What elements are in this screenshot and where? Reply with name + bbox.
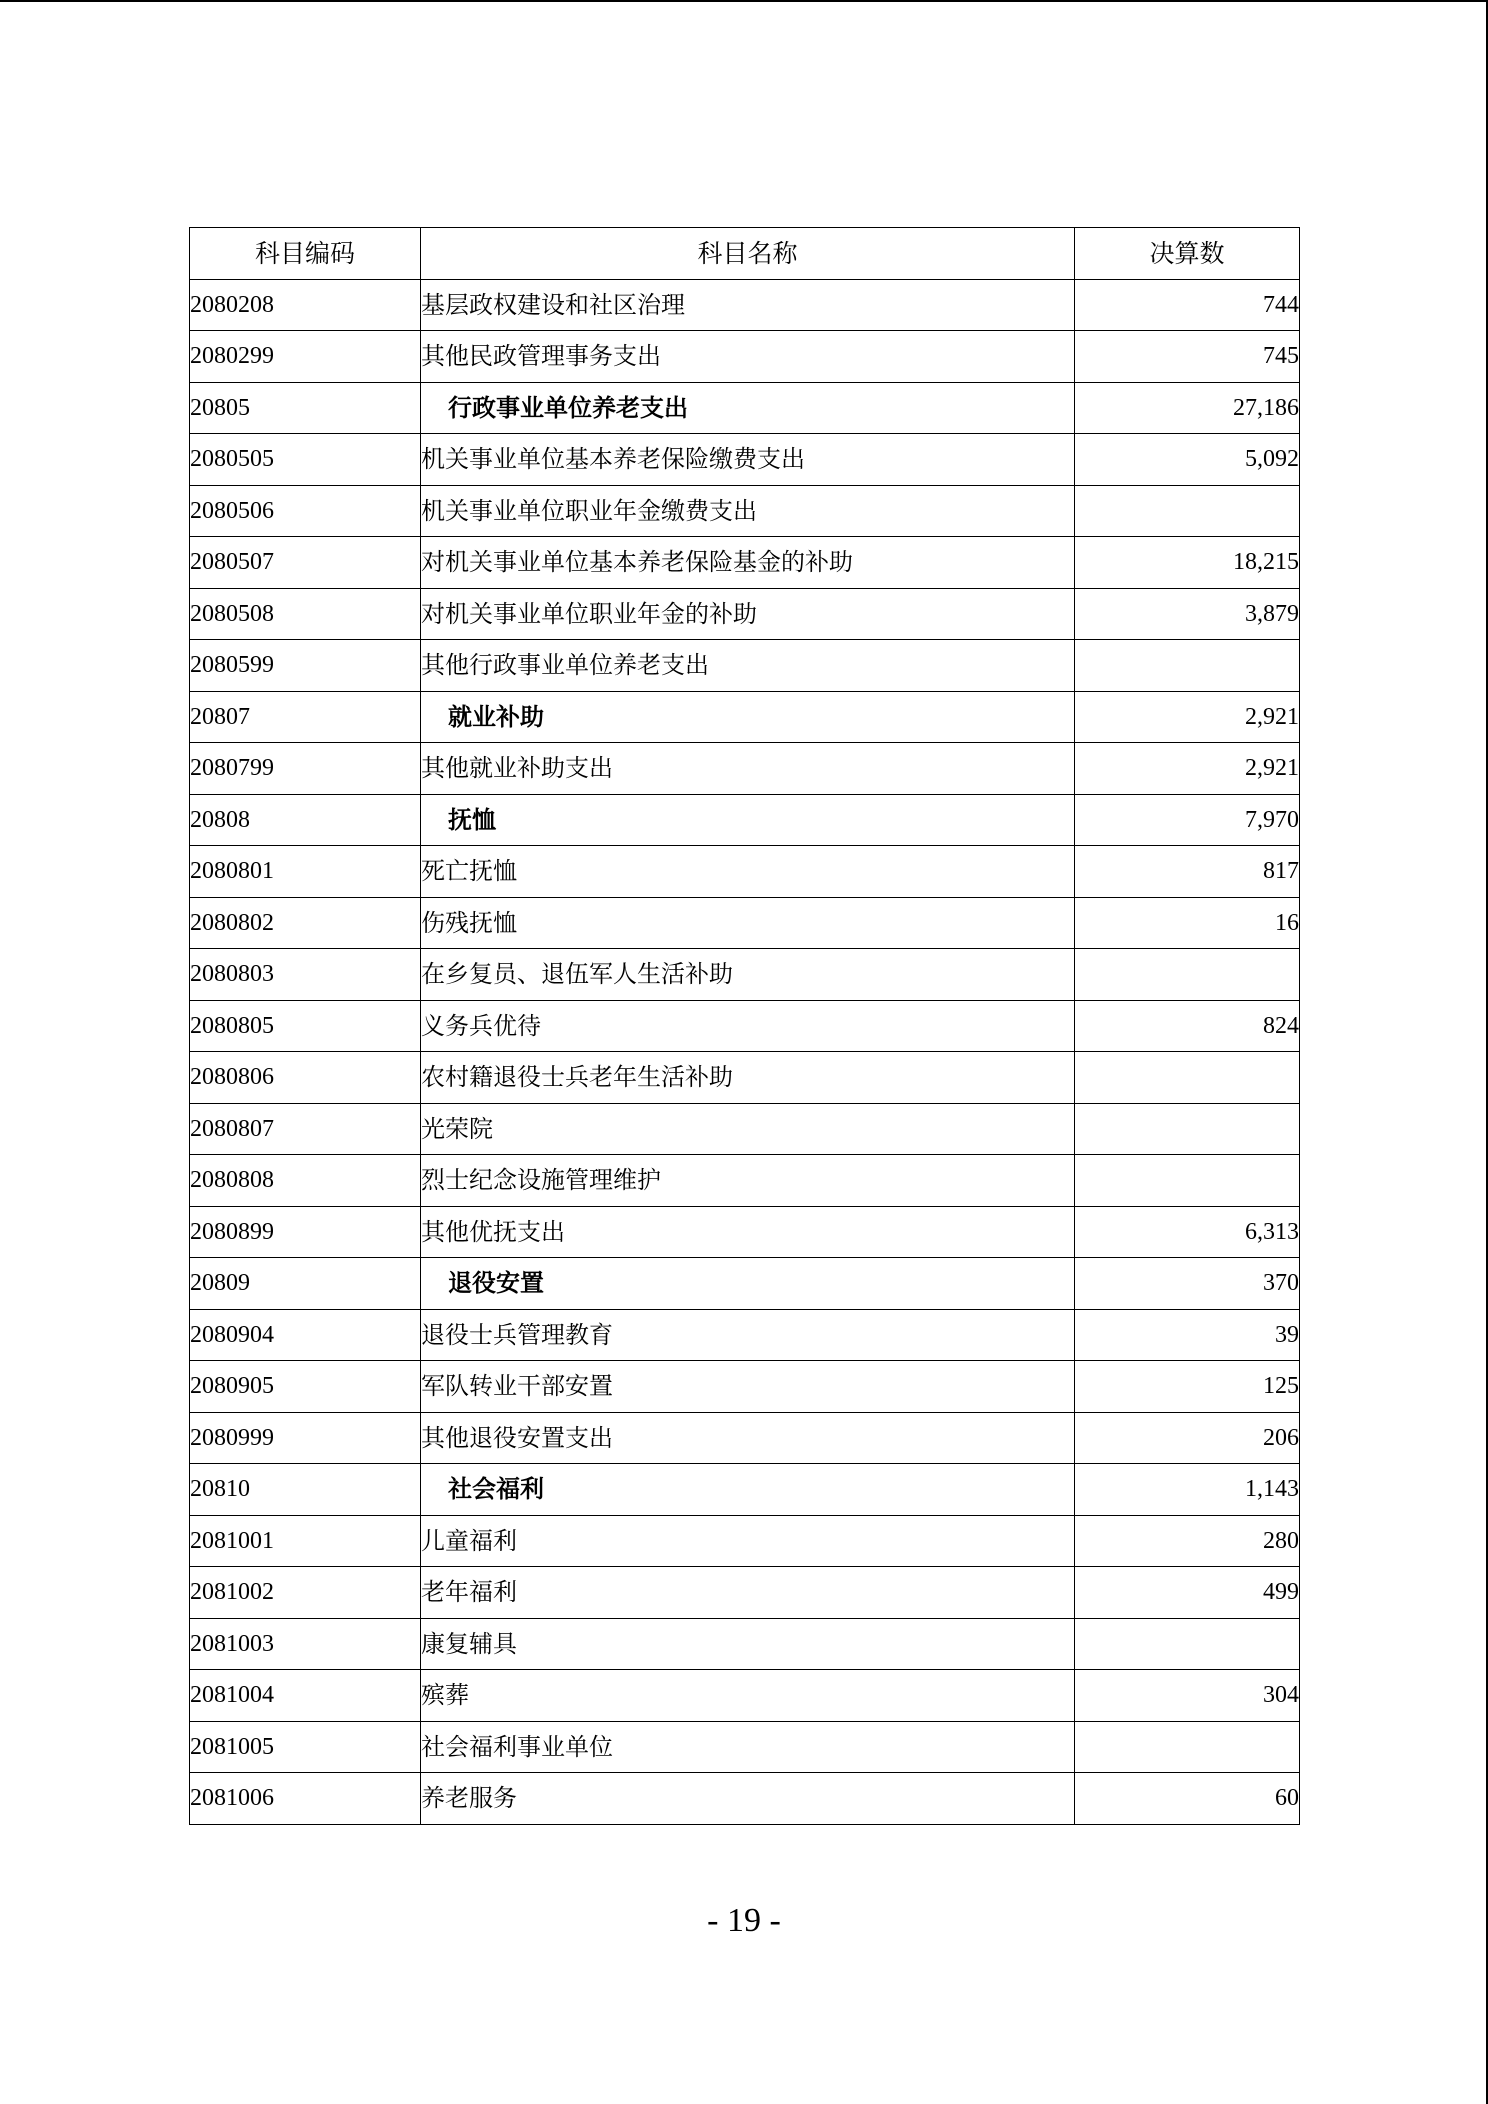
row-code: 2080802	[190, 897, 421, 949]
row-code: 2081003	[190, 1618, 421, 1670]
row-code: 2080807	[190, 1103, 421, 1155]
table-row	[190, 640, 1300, 692]
row-name: 死亡抚恤	[421, 846, 1075, 898]
table-row	[190, 1670, 1300, 1722]
row-amount: 125	[1075, 1361, 1300, 1413]
table-row	[190, 1206, 1300, 1258]
row-amount: 39	[1075, 1309, 1300, 1361]
row-code: 2080808	[190, 1155, 421, 1207]
row-name: 其他行政事业单位养老支出	[421, 640, 1075, 692]
row-amount	[1075, 1618, 1300, 1670]
row-name: 基层政权建设和社区治理	[421, 279, 1075, 331]
row-code: 2080506	[190, 485, 421, 537]
row-amount	[1075, 1052, 1300, 1104]
row-name: 义务兵优待	[421, 1000, 1075, 1052]
row-code: 2080299	[190, 331, 421, 383]
row-amount: 370	[1075, 1258, 1300, 1310]
header-amount: 决算数	[1075, 228, 1300, 280]
table-row	[190, 897, 1300, 949]
table-row	[190, 1258, 1300, 1310]
row-code: 20810	[190, 1464, 421, 1516]
row-amount: 817	[1075, 846, 1300, 898]
table-header-row	[190, 228, 1300, 280]
row-name: 对机关事业单位基本养老保险基金的补助	[421, 537, 1075, 589]
row-code: 2081002	[190, 1567, 421, 1619]
table-row	[190, 743, 1300, 795]
row-amount	[1075, 485, 1300, 537]
table-row	[190, 382, 1300, 434]
row-code: 2080805	[190, 1000, 421, 1052]
row-code: 2081005	[190, 1721, 421, 1773]
table-row	[190, 794, 1300, 846]
row-code: 2080806	[190, 1052, 421, 1104]
row-code: 2080799	[190, 743, 421, 795]
row-code: 2081006	[190, 1773, 421, 1825]
row-name: 抚恤	[421, 794, 1075, 846]
row-amount: 3,879	[1075, 588, 1300, 640]
row-name: 退役安置	[421, 1258, 1075, 1310]
header-code: 科目编码	[190, 228, 421, 280]
row-amount: 18,215	[1075, 537, 1300, 589]
row-name: 行政事业单位养老支出	[421, 382, 1075, 434]
row-code: 2080905	[190, 1361, 421, 1413]
row-name: 其他民政管理事务支出	[421, 331, 1075, 383]
row-amount: 744	[1075, 279, 1300, 331]
row-amount: 2,921	[1075, 743, 1300, 795]
row-amount: 206	[1075, 1412, 1300, 1464]
table-row	[190, 537, 1300, 589]
row-amount: 7,970	[1075, 794, 1300, 846]
row-name: 康复辅具	[421, 1618, 1075, 1670]
row-name: 在乡复员、退伍军人生活补助	[421, 949, 1075, 1001]
row-name: 就业补助	[421, 691, 1075, 743]
table-row	[190, 434, 1300, 486]
table-row	[190, 1000, 1300, 1052]
row-amount	[1075, 1103, 1300, 1155]
row-code: 2080508	[190, 588, 421, 640]
row-code: 20809	[190, 1258, 421, 1310]
row-amount: 2,921	[1075, 691, 1300, 743]
row-name: 老年福利	[421, 1567, 1075, 1619]
row-name: 社会福利	[421, 1464, 1075, 1516]
row-amount: 745	[1075, 331, 1300, 383]
row-name: 殡葬	[421, 1670, 1075, 1722]
row-amount: 1,143	[1075, 1464, 1300, 1516]
table-row	[190, 1052, 1300, 1104]
row-code: 20808	[190, 794, 421, 846]
row-amount: 499	[1075, 1567, 1300, 1619]
row-name: 机关事业单位职业年金缴费支出	[421, 485, 1075, 537]
row-code: 2080801	[190, 846, 421, 898]
row-name: 儿童福利	[421, 1515, 1075, 1567]
table-row	[190, 1773, 1300, 1825]
row-amount: 60	[1075, 1773, 1300, 1825]
table-row	[190, 1721, 1300, 1773]
row-code: 2081004	[190, 1670, 421, 1722]
row-amount	[1075, 1155, 1300, 1207]
row-name: 伤残抚恤	[421, 897, 1075, 949]
row-amount: 304	[1075, 1670, 1300, 1722]
table-row	[190, 1103, 1300, 1155]
row-name: 其他退役安置支出	[421, 1412, 1075, 1464]
table-row	[190, 1515, 1300, 1567]
table-row	[190, 1155, 1300, 1207]
row-amount: 5,092	[1075, 434, 1300, 486]
row-name: 其他就业补助支出	[421, 743, 1075, 795]
row-code: 2080803	[190, 949, 421, 1001]
row-name: 农村籍退役士兵老年生活补助	[421, 1052, 1075, 1104]
table-row	[190, 846, 1300, 898]
row-name: 烈士纪念设施管理维护	[421, 1155, 1075, 1207]
row-amount	[1075, 1721, 1300, 1773]
row-name: 退役士兵管理教育	[421, 1309, 1075, 1361]
row-name: 养老服务	[421, 1773, 1075, 1825]
row-code: 2080999	[190, 1412, 421, 1464]
row-code: 2080904	[190, 1309, 421, 1361]
row-name: 对机关事业单位职业年金的补助	[421, 588, 1075, 640]
row-code: 2080599	[190, 640, 421, 692]
page-number: - 19 -	[707, 1902, 781, 1939]
row-amount: 27,186	[1075, 382, 1300, 434]
table-row	[190, 485, 1300, 537]
row-code: 2080507	[190, 537, 421, 589]
table-row	[190, 1309, 1300, 1361]
row-amount: 16	[1075, 897, 1300, 949]
table-row	[190, 1464, 1300, 1516]
table-body	[190, 279, 1300, 1824]
row-name: 其他优抚支出	[421, 1206, 1075, 1258]
table-row	[190, 1567, 1300, 1619]
row-amount: 824	[1075, 1000, 1300, 1052]
row-name: 社会福利事业单位	[421, 1721, 1075, 1773]
row-amount	[1075, 949, 1300, 1001]
row-amount: 6,313	[1075, 1206, 1300, 1258]
row-name: 军队转业干部安置	[421, 1361, 1075, 1413]
table-row	[190, 949, 1300, 1001]
table-row	[190, 588, 1300, 640]
row-code: 2080505	[190, 434, 421, 486]
budget-table	[189, 227, 1300, 1825]
table-row	[190, 331, 1300, 383]
header-name: 科目名称	[421, 228, 1075, 280]
row-amount: 280	[1075, 1515, 1300, 1567]
row-name: 机关事业单位基本养老保险缴费支出	[421, 434, 1075, 486]
row-name: 光荣院	[421, 1103, 1075, 1155]
row-code: 2081001	[190, 1515, 421, 1567]
row-code: 20805	[190, 382, 421, 434]
row-code: 20807	[190, 691, 421, 743]
table-row	[190, 691, 1300, 743]
row-code: 2080208	[190, 279, 421, 331]
table-row	[190, 1361, 1300, 1413]
table-row	[190, 1618, 1300, 1670]
table-row	[190, 1412, 1300, 1464]
row-code: 2080899	[190, 1206, 421, 1258]
page-top-border	[0, 0, 1488, 2]
table-row	[190, 279, 1300, 331]
row-amount	[1075, 640, 1300, 692]
